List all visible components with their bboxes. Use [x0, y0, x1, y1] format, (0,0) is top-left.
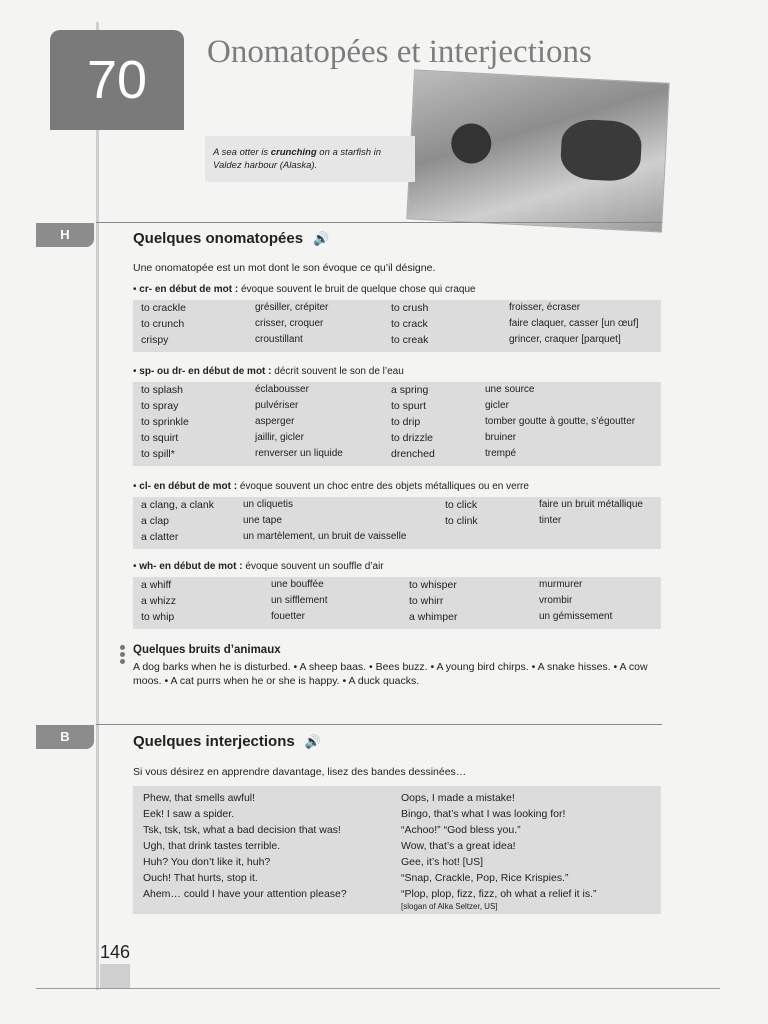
interjection-line: Huh? You don’t like it, huh?	[143, 856, 271, 868]
group-heading-text: évoque souvent le bruit de quelque chose qui craque	[238, 284, 476, 295]
section-title-onomatopoeia	[133, 230, 329, 247]
table-row	[133, 300, 661, 316]
french-translation: croustillant	[255, 334, 303, 345]
group-heading	[133, 284, 476, 295]
french-translation: tomber goutte à goutte, s’égoutter	[485, 416, 636, 427]
table-row	[133, 593, 661, 609]
french-translation: jaillir, gicler	[255, 432, 304, 443]
french-translation: renverser un liquide	[255, 448, 343, 459]
english-word: to creak	[391, 334, 429, 346]
french-translation: une source	[485, 384, 535, 395]
word-table	[133, 300, 661, 352]
english-word: a clap	[141, 515, 170, 527]
interjection-line: Tsk, tsk, tsk, what a bad decision that was!	[143, 824, 341, 836]
bottom-rule	[36, 988, 720, 989]
interjection-line: Eek! I saw a spider.	[143, 808, 235, 820]
interjection-line: Phew, that smells awful!	[143, 792, 256, 804]
english-word: to squirt	[141, 432, 179, 444]
english-word: to crunch	[141, 318, 185, 330]
french-translation: crisser, croquer	[255, 318, 324, 329]
english-word: to crack	[391, 318, 428, 330]
english-word: to whisper	[409, 579, 457, 591]
french-translation: une tape	[243, 515, 282, 526]
interjection-line: Ahem… could I have your attention please?	[143, 888, 347, 900]
french-translation: bruiner	[485, 432, 517, 443]
table-row	[133, 529, 661, 545]
english-word: to crush	[391, 302, 429, 314]
group-heading	[133, 481, 529, 492]
interjection-line: Gee, it’s hot! [US]	[401, 856, 484, 868]
interjection-line: Oops, I made a mistake!	[401, 792, 515, 804]
table-row	[133, 382, 661, 398]
english-word: to click	[445, 499, 478, 511]
group-heading	[133, 366, 404, 377]
table-row	[133, 414, 661, 430]
group-heading-bold: cl- en début de mot :	[139, 481, 238, 492]
english-word: a clang, a clank	[141, 499, 214, 511]
french-translation: trempé	[485, 448, 517, 459]
page-number: 146	[100, 942, 131, 962]
french-translation: une bouffée	[271, 579, 324, 590]
bullet: •	[133, 481, 140, 492]
french-translation: froisser, écraser	[509, 302, 581, 313]
english-word: to clink	[445, 515, 478, 527]
section-title-text: Quelques interjections	[133, 733, 295, 750]
table-row	[133, 332, 661, 348]
french-translation: faire claquer, casser [un œuf]	[509, 318, 639, 329]
interjections-table	[133, 786, 661, 914]
chapter-number: 70	[50, 30, 184, 130]
french-translation: un gémissement	[539, 611, 613, 622]
english-word: to crackle	[141, 302, 186, 314]
english-word: a whiff	[141, 579, 172, 591]
word-table	[133, 382, 661, 466]
english-word: a whimper	[409, 611, 458, 623]
section-tab-b: B	[36, 725, 94, 749]
section-tab-a: H	[36, 223, 94, 247]
english-word: to whip	[141, 611, 175, 623]
french-translation: asperger	[255, 416, 295, 427]
french-translation: éclabousser	[255, 384, 309, 395]
page-spine	[96, 22, 99, 990]
speaker-icon[interactable]: 🔊	[313, 231, 330, 246]
english-word: to spray	[141, 400, 179, 412]
animals-text: A dog barks when he is disturbed. • A sheep baas. • Bees buzz. • A young bird chirps. • A snake hisses. • A cow moos. • A cat purrs when he or she is happy. • A duck quacks.	[133, 661, 648, 687]
table-row	[133, 497, 661, 513]
caption-text: on a starfish in Valdez harbour (Alaska).	[213, 147, 382, 171]
french-translation: grésiller, crépiter	[255, 302, 329, 313]
section-divider	[96, 222, 662, 223]
table-row	[133, 398, 661, 414]
table-row	[133, 513, 661, 529]
french-translation: fouetter	[271, 611, 305, 622]
interjection-line: Wow, that’s a great idea!	[401, 840, 516, 852]
section-intro: Si vous désirez en apprendre davantage, lisez des bandes dessinées…	[133, 766, 467, 778]
french-translation: murmurer	[539, 579, 583, 590]
group-heading-bold: wh- en début de mot :	[139, 561, 243, 572]
french-translation: un cliquetis	[243, 499, 294, 510]
french-translation: tinter	[539, 515, 562, 526]
group-heading-text: évoque souvent un choc entre des objets métalliques ou en verre	[237, 481, 529, 492]
sea-otter-photo	[406, 69, 669, 232]
bullet: •	[133, 366, 140, 377]
word-table	[133, 577, 661, 629]
otter-shape	[450, 122, 492, 164]
group-heading-bold: cr- en début de mot :	[139, 284, 239, 295]
english-word: to whirr	[409, 595, 444, 607]
english-word: to spurt	[391, 400, 427, 412]
english-word: a whizz	[141, 595, 177, 607]
table-row	[133, 577, 661, 593]
french-translation: grincer, craquer [parquet]	[509, 334, 621, 345]
english-word: a spring	[391, 384, 429, 396]
english-word: to splash	[141, 384, 184, 396]
page-tab	[100, 964, 130, 988]
chapter-title: Onomatopées et interjections	[207, 34, 592, 70]
section-title-text: Quelques onomatopées	[133, 230, 304, 247]
interjection-line: Bingo, that’s what I was looking for!	[401, 808, 566, 820]
section-title-interjections	[133, 733, 321, 750]
animals-heading: Quelques bruits d’animaux	[133, 644, 281, 656]
group-heading	[133, 561, 384, 572]
group-heading-text: décrit souvent le son de l’eau	[271, 366, 404, 377]
photo-caption	[205, 136, 415, 182]
speaker-icon[interactable]: 🔊	[304, 734, 321, 749]
group-heading-text: évoque souvent un souffle d’air	[242, 561, 384, 572]
english-word: to spill*	[141, 448, 175, 460]
english-word: a clatter	[141, 531, 179, 543]
french-translation: gicler	[485, 400, 509, 411]
bullet: •	[133, 284, 140, 295]
interjections-left-column	[143, 790, 347, 902]
interjection-line: “Snap, Crackle, Pop, Rice Krispies.”	[401, 872, 569, 884]
english-word: to drizzle	[391, 432, 434, 444]
interjections-right-column	[401, 790, 597, 912]
english-word: to drip	[391, 416, 421, 428]
group-heading-bold: sp- ou dr- en début de mot :	[139, 366, 272, 377]
section-divider	[96, 724, 662, 725]
french-translation: pulvériser	[255, 400, 299, 411]
table-row	[133, 316, 661, 332]
table-row	[133, 446, 661, 462]
otter-shape	[560, 118, 643, 182]
french-translation: vrombir	[539, 595, 573, 606]
english-word: drenched	[391, 448, 435, 460]
caption-text: A sea otter is	[213, 147, 271, 158]
english-word: to sprinkle	[141, 416, 189, 428]
word-table	[133, 497, 661, 549]
interjection-line: “Plop, plop, fizz, fizz, oh what a relief it is.”	[401, 888, 597, 900]
slogan-note: [slogan of Alka Seltzer, US]	[401, 902, 498, 911]
table-row	[133, 609, 661, 625]
interjection-line: “Achoo!” “God bless you.”	[401, 824, 521, 836]
bullet: •	[133, 561, 140, 572]
section-intro: Une onomatopée est un mot dont le son évoque ce qu’il désigne.	[133, 262, 436, 274]
caption-emphasis: crunching	[270, 147, 317, 158]
interjection-line: Ouch! That hurts, stop it.	[143, 872, 258, 884]
french-translation: un martèlement, un bruit de vaisselle	[243, 531, 407, 542]
english-word: crispy	[141, 334, 169, 346]
table-row	[133, 430, 661, 446]
interjection-line: Ugh, that drink tastes terrible.	[143, 840, 281, 852]
french-translation: faire un bruit métallique	[539, 499, 643, 510]
french-translation: un sifflement	[271, 595, 328, 606]
bullet-dots-icon	[120, 645, 126, 666]
